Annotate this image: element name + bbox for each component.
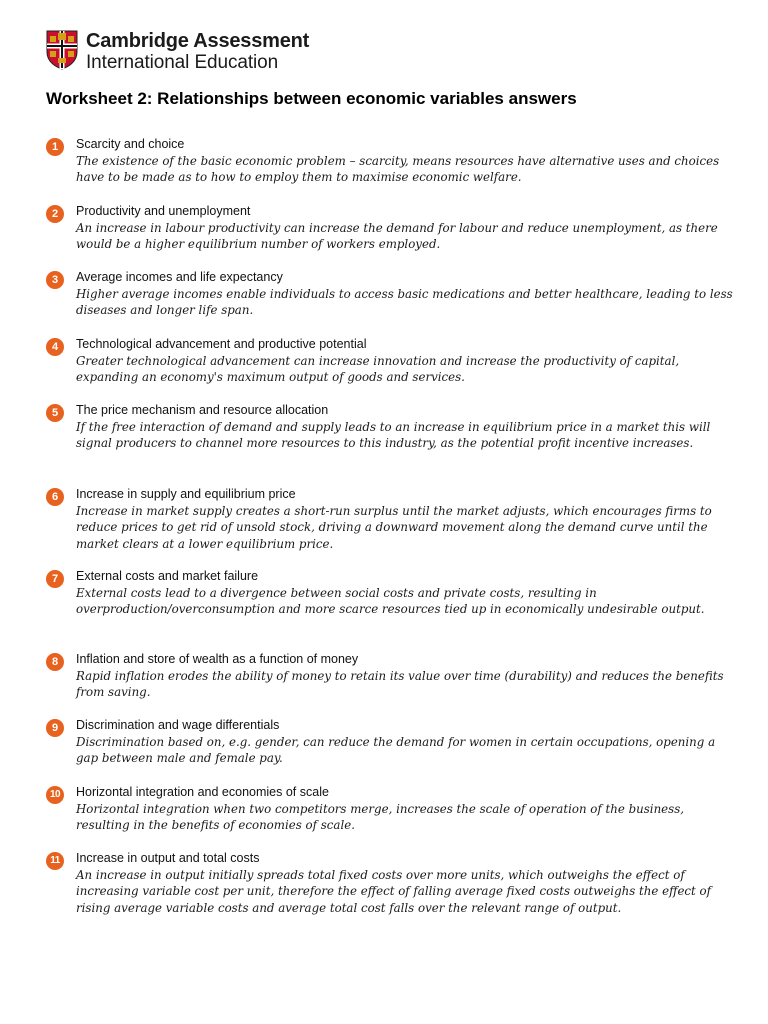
item-number-badge: 4 — [46, 338, 64, 356]
item-answer: Higher average incomes enable individuals to access basic medications and better healthcare, leading to less diseases and longer life span. — [76, 287, 733, 318]
brand-subname: International Education — [86, 52, 279, 73]
item-title: Increase in supply and equilibrium price — [76, 487, 296, 501]
item-answer: Horizontal integration when two competitors merge, increases the scale of operation of the business, resulting in the benefits of economies of scale. — [76, 802, 685, 833]
item-title: The price mechanism and resource allocation — [76, 403, 329, 417]
item-answer: Discrimination based on, e.g. gender, can reduce the demand for women in certain occupations, opening a gap between male and female pay. — [76, 735, 716, 766]
item-number-badge: 11 — [46, 852, 64, 870]
item-title: Average incomes and life expectancy — [76, 270, 283, 284]
cambridge-crest-icon — [46, 30, 78, 70]
item-answer: Increase in market supply creates a short-run surplus until the market adjusts, which encourages firms to reduce prices to get rid of unsold stock, driving a downward movement along the demand curve until the market clears at a lower equilibrium price. — [76, 504, 712, 551]
item-number-badge: 3 — [46, 271, 64, 289]
item-number-badge: 5 — [46, 404, 64, 422]
item-title: Discrimination and wage differentials — [76, 718, 280, 732]
item-title: Horizontal integration and economies of scale — [76, 785, 329, 799]
item-answer: Greater technological advancement can increase innovation and increase the productivity of capital, expanding an economy's maximum output of goods and services. — [76, 354, 680, 385]
item-title: External costs and market failure — [76, 569, 259, 583]
item-answer: An increase in output initially spreads total fixed costs over more units, which outweighs the effect of increasing variable cost per unit, therefore the effect of falling average fixed costs outweighs the effect of rising average variable costs and average total cost falls over the relevant range of output. — [76, 868, 711, 915]
item-title: Technological advancement and productive potential — [76, 337, 367, 351]
item-number-badge: 8 — [46, 653, 64, 671]
item-answer: The existence of the basic economic problem – scarcity, means resources have alternative uses and choices have to be made as to how to employ them to maximise economic welfare. — [76, 154, 720, 185]
item-answer: If the free interaction of demand and supply leads to an increase in equilibrium price in a market this will signal producers to channel more resources to this industry, as the potential profit incentive increases. — [76, 420, 711, 451]
item-number-badge: 10 — [46, 786, 64, 804]
item-number-badge: 2 — [46, 205, 64, 223]
brand-name: Cambridge Assessment — [86, 30, 310, 52]
item-title: Increase in output and total costs — [76, 851, 260, 865]
item-title: Productivity and unemployment — [76, 204, 251, 218]
page-title: Worksheet 2: Relationships between economic variables answers — [46, 89, 577, 108]
item-answer: Rapid inflation erodes the ability of money to retain its value over time (durability) and reduces the benefits from saving. — [76, 669, 724, 700]
item-number-badge: 9 — [46, 719, 64, 737]
item-number-badge: 6 — [46, 488, 64, 506]
item-title: Scarcity and choice — [76, 137, 185, 151]
brand-logo — [46, 30, 309, 72]
item-title: Inflation and store of wealth as a function of money — [76, 652, 359, 666]
item-answer: An increase in labour productivity can increase the demand for labour and reduce unemployment, as there would be a higher equilibrium number of workers employed. — [76, 221, 718, 252]
item-answer: External costs lead to a divergence between social costs and private costs, resulting in overproduction/overconsumption and more scarce resources tied up in economically undesirable output. — [76, 586, 705, 617]
item-number-badge: 1 — [46, 138, 64, 156]
item-number-badge: 7 — [46, 570, 64, 588]
